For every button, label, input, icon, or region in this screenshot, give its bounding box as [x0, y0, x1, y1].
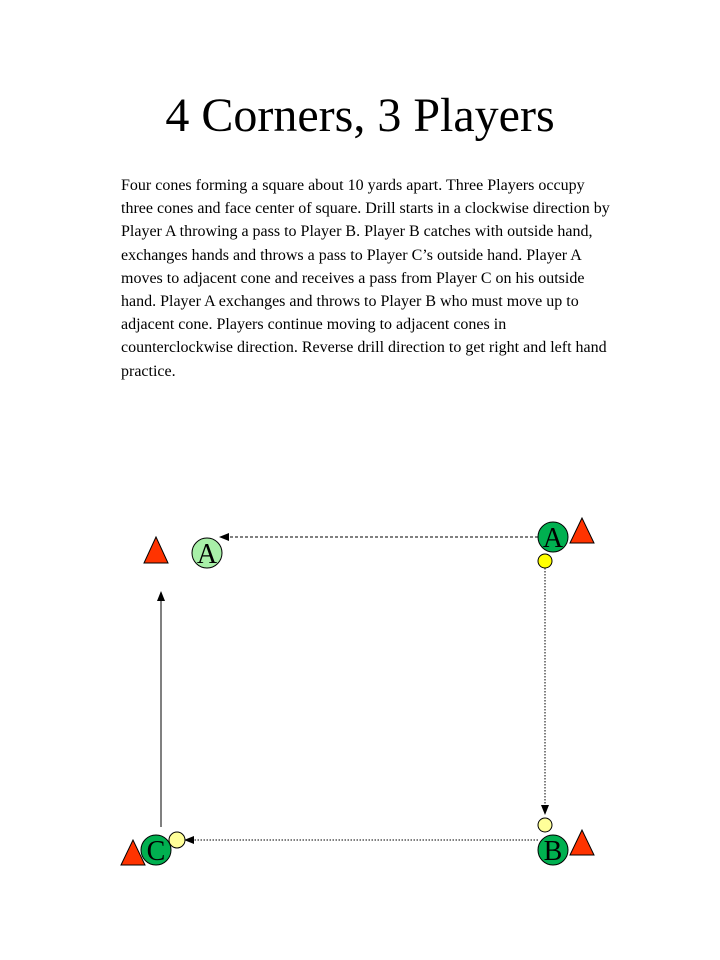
player-label: C [146, 836, 166, 867]
player-a-top-right [538, 522, 568, 554]
ball-bottom-left [169, 832, 185, 848]
player-label: A [196, 539, 218, 570]
player-a-top-left [192, 538, 222, 570]
player-label: A [542, 523, 564, 554]
ball-top-right [538, 554, 552, 568]
player-label: B [543, 836, 563, 867]
drill-description: Four cones forming a square about 10 yards apart. Three Players occupy three cones and face center of square. Drill starts in a clockwise direction by Player A throwing a pass to Player B. Player B catches with outside hand, exchanges hands and throws a pass to Player C’s outside hand. Player A moves to adjacent cone and receives a pass from Player C on his outside hand. Player A exchanges and throws to Player B who must move up to adjacent cone. Players continue moving to adjacent cones in counterclockwise direction. Reverse drill direction to get right and left hand practice. [121, 177, 610, 380]
player-b-bottom-right [538, 835, 568, 867]
ball-bottom-right [538, 818, 552, 832]
page-title: 4 Corners, 3 Players [165, 89, 555, 142]
cone-top-left [144, 537, 168, 563]
cone-bottom-right [570, 830, 594, 855]
cone-top-right [570, 518, 594, 543]
player-c-bottom-left [141, 835, 171, 867]
